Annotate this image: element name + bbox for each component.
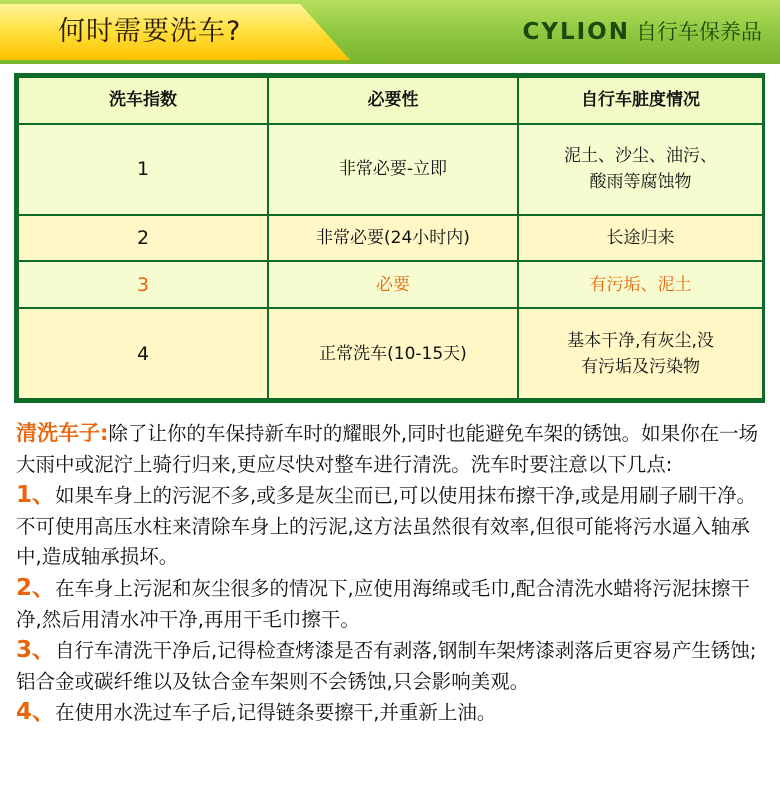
table-row <box>18 308 763 399</box>
row-index: 1 <box>18 124 268 215</box>
table-row <box>18 124 763 215</box>
row-necessity: 非常必要-立即 <box>268 124 518 215</box>
brand-logo: CYLION <box>522 19 630 45</box>
header-wash-index: 洗车指数 <box>18 77 268 124</box>
row-index: 3 <box>18 261 268 308</box>
row-necessity: 必要 <box>268 261 518 308</box>
brand <box>522 14 762 50</box>
page-title: 何时需要洗车? <box>58 16 242 47</box>
wash-index-table <box>14 73 765 403</box>
row-dirt <box>518 215 763 262</box>
point-number: 3、 <box>16 637 56 664</box>
point-text: 在车身上污泥和灰尘很多的情况下,应使用海绵或毛巾,配合清洗水蜡将污泥抹擦干净,然后用清水冲干净,再用干毛巾擦干。 <box>16 576 750 631</box>
table-row-highlighted <box>18 261 763 308</box>
point-item <box>16 480 768 573</box>
point-item <box>16 635 768 697</box>
point-text: 在使用水洗过车子后,记得链条要擦干,并重新上油。 <box>55 701 497 725</box>
table-header-row <box>18 77 763 124</box>
row-index: 4 <box>18 308 268 399</box>
intro-lead: 清洗车子: <box>16 421 109 445</box>
point-number: 2、 <box>16 574 56 601</box>
brand-subtitle: 自行车保养品 <box>636 20 762 44</box>
row-dirt-line: 基本干净,有灰尘,没 <box>567 330 714 351</box>
intro-text: 除了让你的车保持新车时的耀眼外,同时也能避免车架的锈蚀。如果你在一场大雨中或泥泞上骑行归来,更应尽快对整车进行清洗。洗车时要注意以下几点: <box>16 422 759 476</box>
table-row <box>18 215 763 262</box>
row-dirt <box>518 308 763 399</box>
row-dirt <box>518 124 763 215</box>
point-number: 1、 <box>16 482 56 509</box>
row-necessity: 非常必要(24小时内) <box>268 215 518 262</box>
row-dirt-line: 有污垢及污染物 <box>581 356 700 377</box>
intro-paragraph <box>16 418 768 480</box>
wash-instructions <box>16 418 768 729</box>
point-text: 如果车身上的污泥不多,或多是灰尘而已,可以使用抹布擦干净,或是用刷子刷干净。 不可使用高压水柱来清除车身上的污泥,这方法虽然很有效率,但很可能将污水逼入轴承中,造成轴承损坏。 <box>16 484 757 569</box>
row-dirt <box>518 261 763 308</box>
point-text: 自行车清洗干净后,记得检查烤漆是否有剥落,钢制车架烤漆剥落后更容易产生锈蚀;铝合金或碳纤维以及钛合金车架则不会锈蚀,只会影响美观。 <box>16 639 757 693</box>
row-index: 2 <box>18 215 268 262</box>
header-necessity: 必要性 <box>268 77 518 124</box>
header-banner <box>0 0 780 64</box>
point-number: 4、 <box>16 699 56 726</box>
row-dirt-line: 泥土、沙尘、油污、 <box>564 146 717 167</box>
point-item <box>16 573 768 635</box>
row-dirt-line: 有污垢、泥土 <box>589 274 692 295</box>
point-item <box>16 697 768 729</box>
row-dirt-line: 酸雨等腐蚀物 <box>589 172 692 193</box>
header-dirt-level: 自行车脏度情况 <box>518 77 763 124</box>
row-dirt-line: 长途归来 <box>606 227 675 248</box>
row-necessity: 正常洗车(10-15天) <box>268 308 518 399</box>
